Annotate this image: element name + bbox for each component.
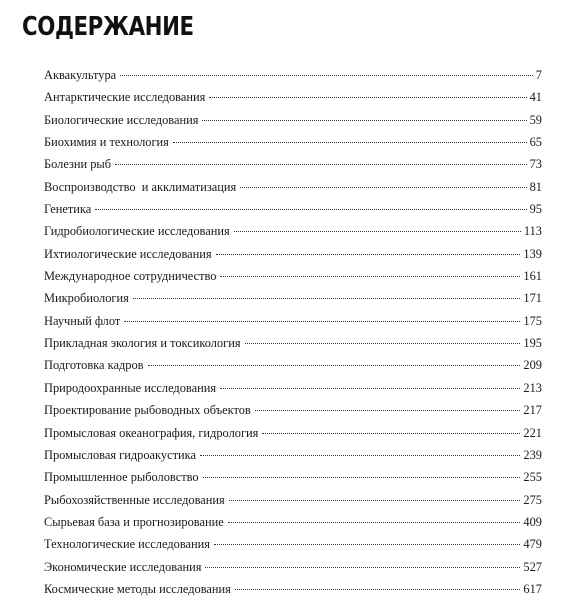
toc-entry[interactable] [44,489,542,511]
toc-entry[interactable] [44,310,542,332]
dot-leader [229,499,521,501]
dot-leader [245,342,521,344]
toc-entry-page: 175 [523,313,542,328]
toc-entry-label: Природоохранные исследования [44,380,217,395]
toc-entry-page: 209 [523,358,542,373]
dot-leader [173,141,527,143]
toc-entry-page: 95 [529,202,542,217]
toc-entry-label: Космические методы исследования [44,581,231,596]
dot-leader [228,521,521,523]
dot-leader [205,566,520,568]
toc-entry-page: 65 [529,135,542,150]
toc-entry[interactable] [44,86,542,108]
dot-leader [120,74,533,76]
dot-leader [262,432,520,434]
dot-leader [209,96,526,98]
toc-entry-page: 139 [523,246,542,261]
toc-entry[interactable] [44,265,542,287]
toc-entry-page: 59 [529,112,542,127]
dot-leader [200,454,520,456]
toc-entry-page: 81 [529,179,542,194]
toc-entry[interactable] [44,444,542,466]
dot-leader [133,297,521,299]
toc-entry-page: 617 [523,581,542,596]
toc-entry-label: Ихтиологические исследования [44,246,212,261]
toc-entry-page: 409 [523,514,542,529]
toc-entry-label: Болезни рыб [44,157,112,172]
toc-entry-page: 527 [523,559,542,574]
toc-entry-page: 217 [523,403,542,418]
toc-entry[interactable] [44,332,542,354]
toc-entry-label: Рыбохозяйственные исследования [44,492,225,507]
toc-entry-label: Генетика [44,202,92,217]
toc-entry-label: Микробиология [44,291,129,306]
toc-entry-page: 213 [523,380,542,395]
dot-leader [240,186,526,188]
toc-entry-page: 255 [523,470,542,485]
dot-leader [202,119,526,121]
page-title: СОДЕРЖАНИЕ [22,12,194,42]
toc-entry-label: Биологические исследования [44,112,199,127]
toc-entry-label: Сырьевая база и прогнозирование [44,514,224,529]
toc-entry[interactable] [44,109,542,131]
dot-leader [203,476,521,478]
toc-entry[interactable] [44,287,542,309]
toc-entry[interactable] [44,354,542,376]
toc-entry[interactable] [44,399,542,421]
toc-entry-label: Подготовка кадров [44,358,144,373]
toc-entry[interactable] [44,220,542,242]
toc-entry-page: 7 [535,68,542,82]
toc-entry-page: 239 [523,447,542,462]
toc-entry-page: 113 [523,224,542,239]
dot-leader [220,387,520,389]
toc-entry[interactable] [44,511,542,533]
dot-leader [148,364,521,366]
toc-entry-page: 171 [523,291,542,306]
toc-entry-label: Проектирование рыбоводных объектов [44,403,251,418]
toc-entry[interactable] [44,422,542,444]
toc-entry-label: Воспроизводство и акклиматизация [44,179,237,194]
toc-entry-label: Экономические исследования [44,559,202,574]
toc-entry-page: 195 [523,336,542,351]
dot-leader [115,163,527,165]
toc-entry-page: 41 [529,90,542,105]
toc-entry[interactable] [44,533,542,555]
toc-entry-label: Аквакультура [44,68,117,82]
toc-entry-page: 275 [523,492,542,507]
toc-entry[interactable] [44,466,542,488]
dot-leader [234,230,521,232]
toc-entry-label: Прикладная экология и токсикология [44,336,241,351]
dot-leader [95,208,526,210]
toc-entry[interactable] [44,176,542,198]
dot-leader [235,588,521,590]
toc-entry[interactable] [44,578,542,600]
toc-entry-page: 221 [523,425,542,440]
toc-entry-label: Антарктические исследования [44,90,206,105]
toc-entry[interactable] [44,131,542,153]
toc-entry-label: Международное сотрудничество [44,269,217,284]
dot-leader [214,543,520,545]
toc-entry[interactable] [44,377,542,399]
table-of-contents [44,64,542,600]
toc-entry-label: Научный флот [44,313,121,328]
toc-entry[interactable] [44,243,542,265]
toc-entry-page: 479 [523,537,542,552]
dot-leader [255,409,521,411]
toc-entry-label: Промышленное рыболовство [44,470,199,485]
dot-leader [216,253,521,255]
toc-entry[interactable] [44,556,542,578]
toc-entry[interactable] [44,153,542,175]
toc-entry-label: Гидробиологические исследования [44,224,230,239]
toc-entry-label: Промысловая гидроакустика [44,447,196,462]
toc-entry[interactable] [44,64,542,86]
toc-entry-label: Промысловая океанография, гидрология [44,425,259,440]
toc-entry[interactable] [44,198,542,220]
toc-entry-page: 73 [529,157,542,172]
toc-entry-label: Биохимия и технология [44,135,169,150]
toc-entry-label: Технологические исследования [44,537,210,552]
dot-leader [124,320,520,322]
dot-leader [220,275,520,277]
toc-entry-page: 161 [523,269,542,284]
